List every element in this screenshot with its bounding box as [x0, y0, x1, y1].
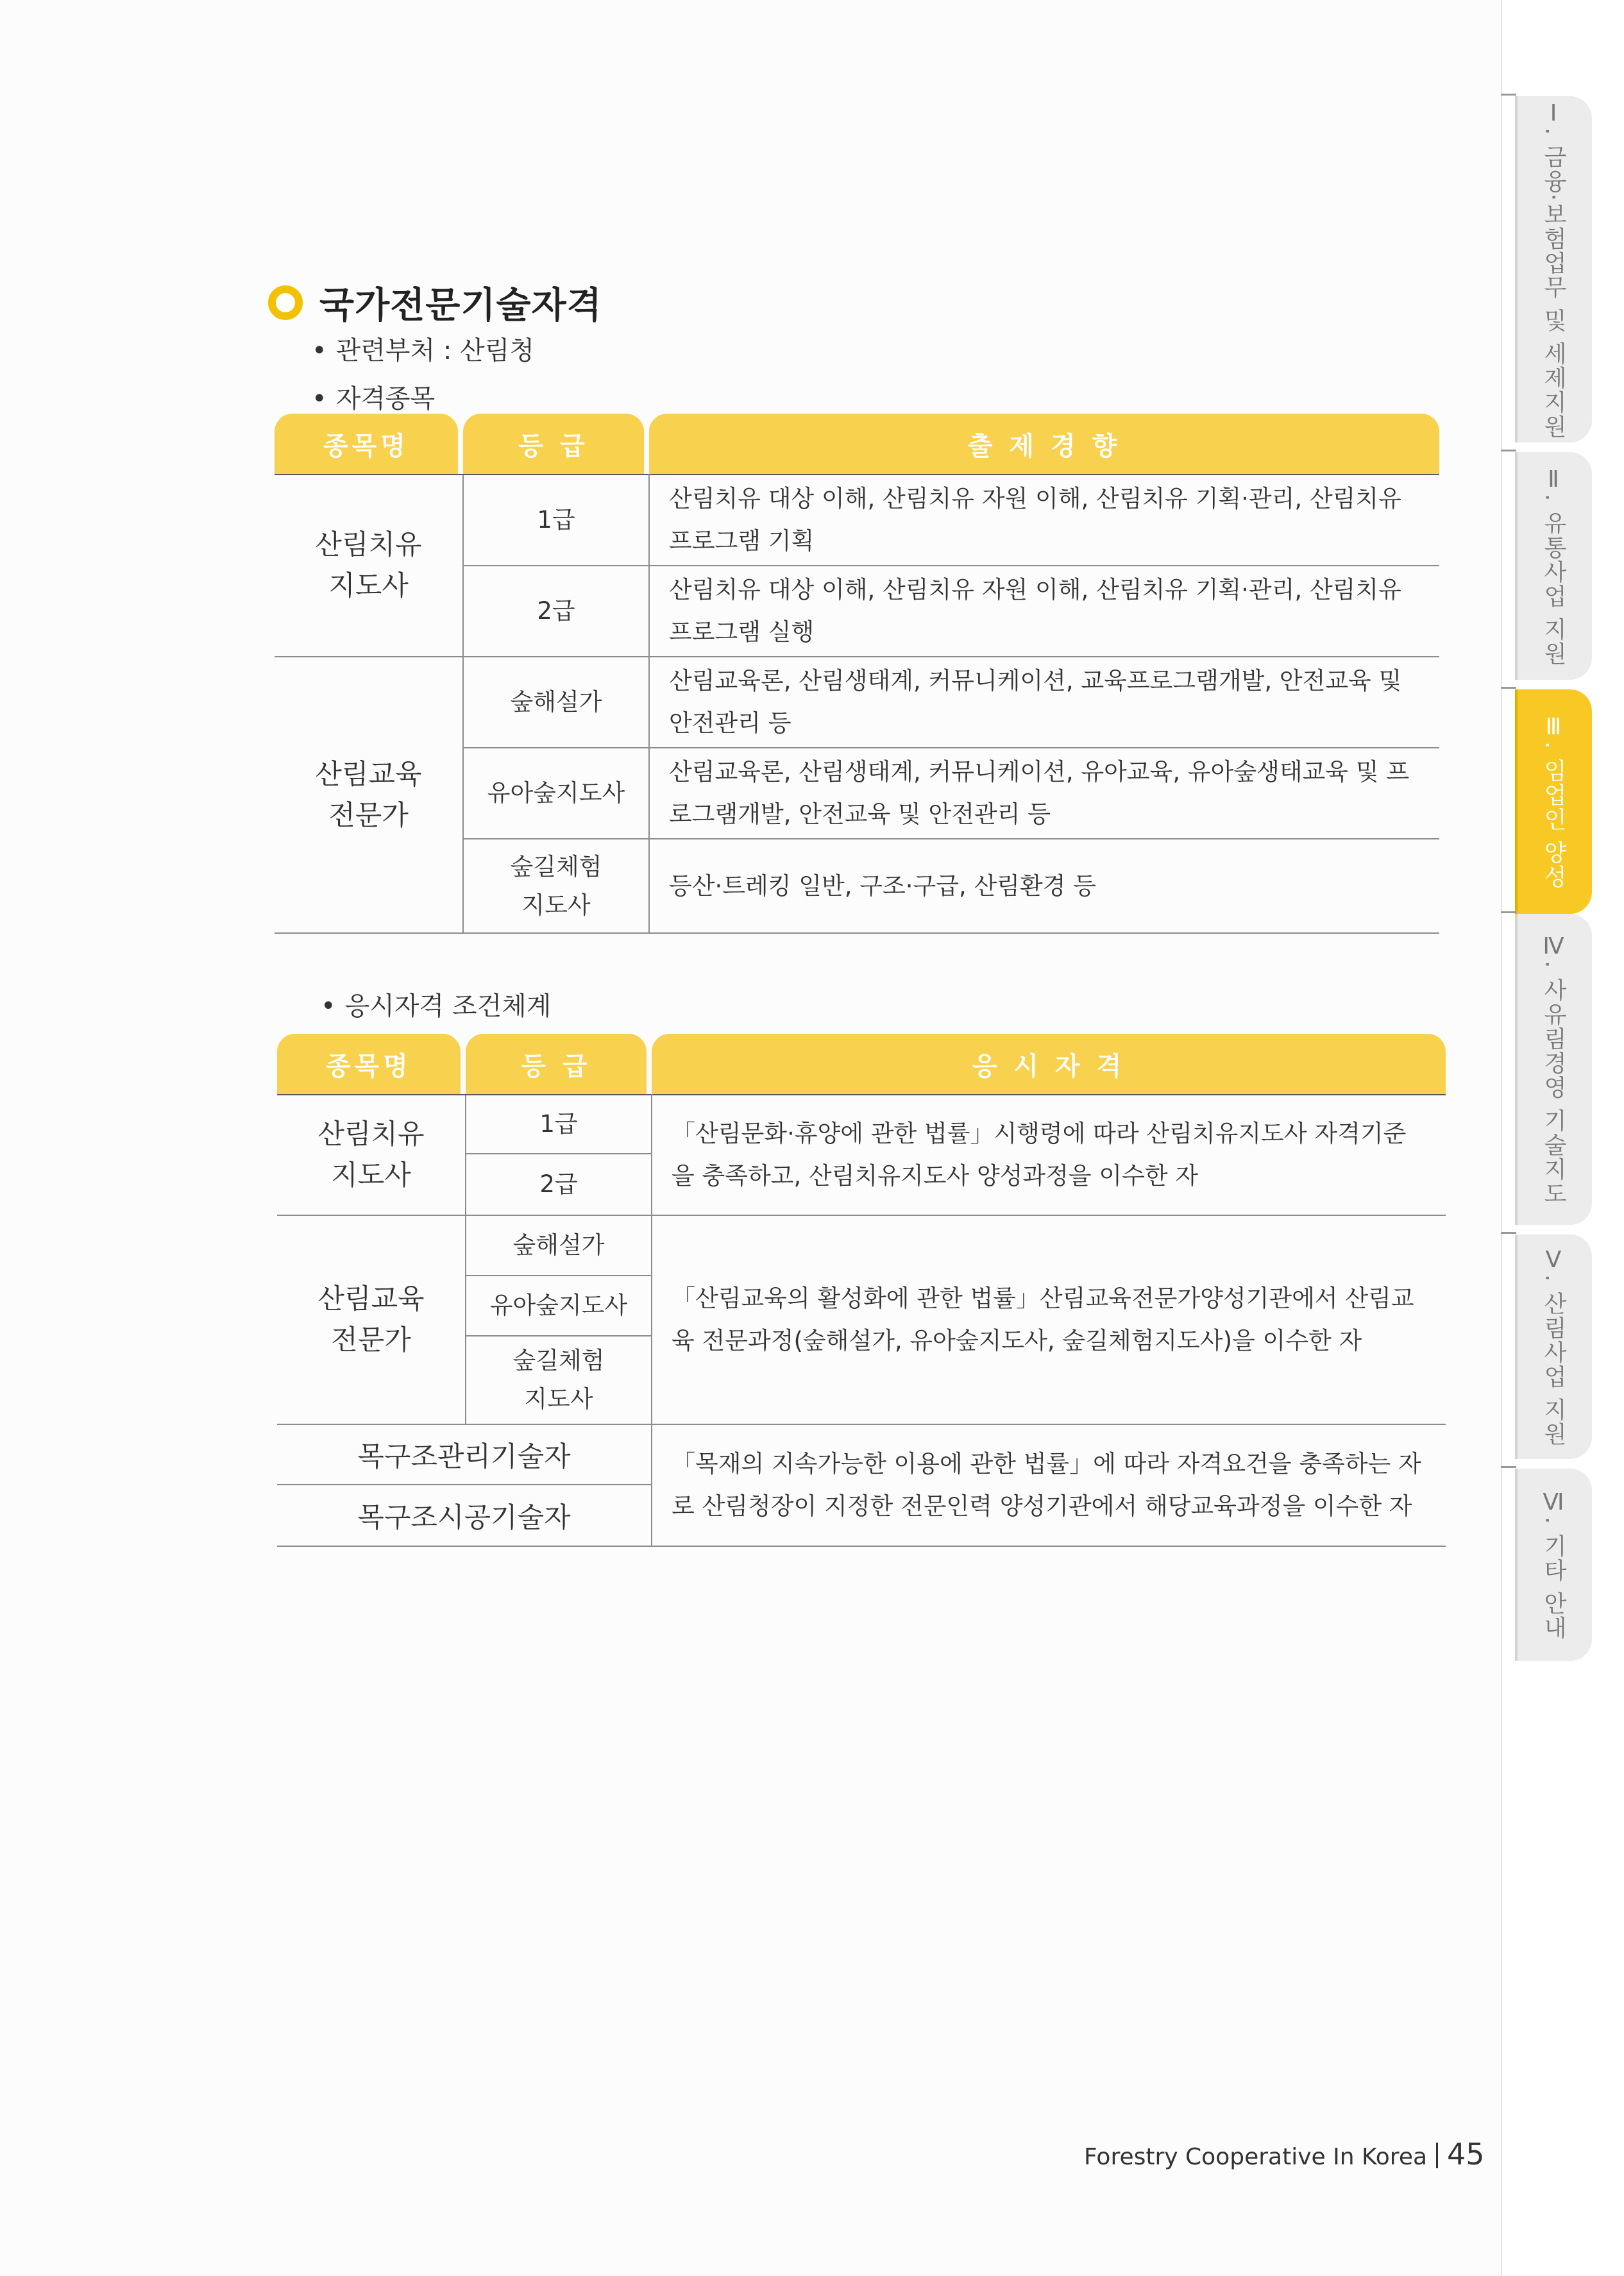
chapter-tab-6[interactable]: [1515, 1469, 1592, 1661]
chapter-tab-4[interactable]: [1515, 914, 1592, 1225]
chapter-tab-3[interactable]: [1515, 689, 1592, 914]
table-row: [277, 1095, 1446, 1154]
table-header: 등 급: [463, 414, 649, 475]
eligibility-cell: 「목재의 지속가능한 이용에 관한 법률」에 따라 자격요건을 충족하는 자로 산림청장이 지정한 전문인력 양성기관에서 해당교육과정을 이수한 자: [652, 1424, 1446, 1546]
chapter-tab-label: Ⅳ. 사유림경영 기술지도: [1540, 932, 1567, 1206]
grade-cell: 2급: [466, 1154, 652, 1215]
table-row: [277, 1424, 1446, 1485]
grade-cell: 숲길체험 지도사: [463, 839, 649, 933]
grade-cell: 숲길체험 지도사: [466, 1336, 652, 1424]
grade-cell: 유아숲지도사: [463, 748, 649, 839]
section-heading: [268, 277, 602, 328]
tab-divider: [1501, 1232, 1516, 1234]
table-header: 응 시 자 격: [652, 1034, 1446, 1095]
table-header: 종목명: [277, 1034, 466, 1095]
page-number: 45: [1447, 2137, 1485, 2171]
table-row: [275, 475, 1439, 566]
eligibility-label-text: 응시자격 조건체계: [344, 991, 552, 1021]
item-name-cell: 산림교육 전문가: [275, 657, 463, 933]
eligibility-cell: 「산림문화·휴양에 관한 법률」시행령에 따라 산림치유지도사 자격기준을 충족하고, 산림치유지도사 양성과정을 이수한 자: [652, 1095, 1446, 1215]
item-name-cell: 산림교육 전문가: [277, 1215, 466, 1424]
tab-divider: [1501, 1466, 1516, 1468]
exam-trend-cell: 산림치유 대상 이해, 산림치유 자원 이해, 산림치유 기획·관리, 산림치유 프로그램 기획: [649, 475, 1439, 566]
tab-divider: [1501, 94, 1516, 96]
section-title: 국가전문기술자격: [319, 285, 602, 326]
grade-cell: 숲해설가: [463, 657, 649, 748]
chapter-tab-label: Ⅲ. 임업인 양성: [1540, 714, 1567, 889]
exam-trend-cell: 산림교육론, 산림생태계, 커뮤니케이션, 교육프로그램개발, 안전교육 및 안전관리 등: [649, 657, 1439, 748]
chapter-tab-label: Ⅰ. 금융·보험업무 및 세제지원: [1540, 99, 1567, 439]
items-label-line: [312, 378, 435, 415]
grade-cell: 2급: [463, 566, 649, 657]
grade-cell: 1급: [466, 1095, 652, 1154]
table-header: 종목명: [275, 414, 463, 475]
exam-trend-cell: 산림교육론, 산림생태계, 커뮤니케이션, 유아교육, 유아숲생태교육 및 프로그램개발, 안전교육 및 안전관리 등: [649, 748, 1439, 839]
tab-divider: [1501, 687, 1516, 689]
chapter-tab-2[interactable]: [1515, 452, 1592, 680]
eligibility-cell: 「산림교육의 활성화에 관한 법률」산림교육전문가양성기관에서 산림교육 전문과정(숲해설가, 유아숲지도사, 숲길체험지도사)을 이수한 자: [652, 1215, 1446, 1424]
grade-cell: 유아숲지도사: [466, 1276, 652, 1336]
tab-divider: [1501, 450, 1516, 451]
circle-bullet-icon: [268, 285, 303, 320]
publication-name: Forestry Cooperative In Korea: [1084, 2144, 1428, 2170]
page-edge: [1501, 0, 1502, 2276]
chapter-tab-1[interactable]: [1515, 96, 1592, 443]
page-footer: [1084, 2137, 1485, 2171]
chapter-tab-label: Ⅴ. 산림사업 지원: [1540, 1247, 1567, 1447]
table-row: [275, 657, 1439, 748]
tab-divider: [1501, 911, 1516, 913]
exam-trend-cell: 산림치유 대상 이해, 산림치유 자원 이해, 산림치유 기획·관리, 산림치유 프로그램 실행: [649, 566, 1439, 657]
eligibility-table: [277, 1034, 1446, 1547]
bullet-icon: •: [312, 336, 327, 366]
items-label-text: 자격종목: [335, 384, 436, 414]
table-header: 등 급: [466, 1034, 652, 1095]
chapter-tab-5[interactable]: [1515, 1235, 1592, 1459]
qualification-items-table: [275, 414, 1439, 934]
item-name-cell: 산림치유 지도사: [275, 475, 463, 657]
item-name-cell: 목구조관리기술자: [277, 1424, 652, 1485]
bullet-icon: •: [321, 991, 336, 1021]
exam-trend-cell: 등산·트레킹 일반, 구조·구급, 산림환경 등: [649, 839, 1439, 933]
table-row: [277, 1215, 1446, 1276]
chapter-tab-label: Ⅵ. 기타 안내: [1540, 1489, 1567, 1640]
item-name-cell: 산림치유 지도사: [277, 1095, 466, 1215]
item-name-cell: 목구조시공기술자: [277, 1485, 652, 1546]
eligibility-label-line: [321, 986, 551, 1022]
chapter-tab-label: Ⅱ. 유통사업 지원: [1540, 466, 1567, 666]
grade-cell: 1급: [463, 475, 649, 566]
table-header: 출 제 경 향: [649, 414, 1439, 475]
ministry-line: [312, 330, 534, 367]
footer-divider: [1436, 2143, 1438, 2168]
grade-cell: 숲해설가: [466, 1215, 652, 1276]
ministry-text: 관련부처 : 산림청: [335, 336, 534, 366]
bullet-icon: •: [312, 384, 327, 414]
